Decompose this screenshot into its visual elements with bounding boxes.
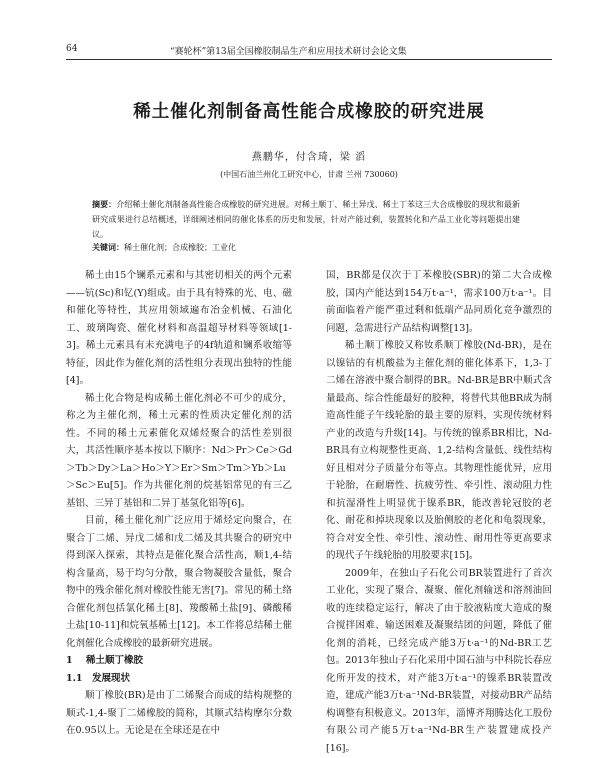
subsection-number: 1.1 xyxy=(66,672,83,684)
paper-authors: 燕鹏华，付含琦，梁 滔 xyxy=(251,152,367,163)
body-paragraph: 2009年，在独山子石化公司BR装置进行了首次工业化，实现了聚合、凝聚、催化剂输送和溶剂油回收的连续稳定运行，解决了由于胶液粘度大造成的聚合搅拌困难、输送困难及凝聚结团的问题，降低了催化剂的消耗，已经完成产能3万t·a⁻¹的Nd-BR工艺包。2013年独山子石化采用中国石油与中科院长春应化所开发的技术，对产能3万t·a⁻¹的镍系BR装置改造，建成产能3万t·a⁻¹Nd-BR装置，对接动BR产品结构调整有积极意义。2013年，淄博齐翔腾达化工股份有限公司产能5万t·a⁻¹Nd-BR生产装置建成投产[16]。 xyxy=(326,567,552,754)
paper-title: 稀土催化剂制备高性能合成橡胶的研究进展 xyxy=(133,102,485,122)
abstract-label: 摘要： xyxy=(92,199,117,209)
keywords-label: 关键词： xyxy=(92,242,124,252)
subsection-title: 发展现状 xyxy=(92,672,131,684)
body-paragraph: 稀土化合物是构成稀土催化剂必不可少的成分，称之为主催化剂，稀土元素的性质决定催化剂的活性。不同的稀土元素催化双烯烃聚合的活性差别很大，其活性顺序基本按以下顺序：Nd＞Pr＞Ce＞Gd＞Tb＞Dy＞La＞Ho＞Y＞Er＞Sm＞Tm＞Yb＞Lu＞Sc＞Eu[5]。作为共催化剂的烷基铝常见的有三乙基铝、三异丁基铝和二异丁基氢化铝等[6]。 xyxy=(66,392,292,509)
section-number: 1 xyxy=(66,655,73,666)
subsection-heading xyxy=(66,670,292,688)
abstract-text: 介绍稀土催化剂制备高性能合成橡胶的研究进展。对稀土顺丁、稀土异戊、稀土丁苯这三大合成橡胶的现状和最新研究成果进行总结概述，详细阐述相同的催化体系的历史和发展，针对产能过剩，装置转化和产品工业化等问题提出建议。 xyxy=(92,200,520,239)
left-column xyxy=(66,267,292,740)
body-paragraph: 稀土顺丁橡胶又称钕系顺丁橡胶(Nd-BR)，是在以镍钴的有机酸盐为主催化剂的催化体系下，1,3-丁二烯在溶液中聚合制得的BR。Nd-BR是BR中顺式含量最高、综合性能最好的胶种，将替代其他BR成为制造高性能子午线轮胎的最主要的原料，实现传统材料产业的改造与升级[14]。与传统的镍系BR相比，Nd-BR具有立构规整性更高、1,2-结构含量低、线性结构好且相对分子质量分布等点。其物理性能优异，应用于轮胎，在耐磨性、抗疲劳性、牵引性、滚动阻力性和抗湿滑性上明显优于镍系BR，能改善轮冠胶的老化、耐花和掉块现象以及胎侧胶的老化和龟裂现象，符合对安全性、牵引性、滚动性、耐用性等更高要求的现代子午线轮胎的用胶要求[15]。 xyxy=(326,340,552,561)
section-heading xyxy=(66,652,292,670)
keywords xyxy=(92,240,520,255)
body-paragraph: 目前，稀土催化剂广泛应用于烯烃定向聚合，在聚合丁二烯、异戊二烯和戊二烯及其共聚合的研究中得到深入探索，其特点是催化聚合活性高，顺1,4-结构含量高，易于均匀分散，聚合物凝胶含量低，聚合物中的残余催化剂对橡胶性能无害[7]。常见的稀土络合催化剂包括氯化稀土[8]、羧酸稀土盐[9]、磷酸稀土盐[10-11]和烷氧基稀土[12]。本工作将总结稀土催化剂催化合成橡胶的最新研究进展。 xyxy=(66,515,292,649)
body-paragraph: 顺丁橡胶(BR)是由丁二烯聚合而成的结构规整的顺式-1,4-聚丁二烯橡胶的简称，其顺式结构摩尔分数在0.95以上。无论是在全球还是在中 xyxy=(66,690,292,736)
abstract xyxy=(92,197,520,242)
header-rule xyxy=(66,59,552,60)
paper-affiliation: (中国石油兰州化工研究中心，甘肃 兰州 730060) xyxy=(220,170,398,179)
page-number: 64 xyxy=(66,44,78,54)
section-title: 稀土顺丁橡胶 xyxy=(86,655,144,666)
body-paragraph: 稀土由15个镧系元素和与其密切相关的两个元素——钪(Sc)和钇(Y)组成。由于具有特殊的光、电、磁和催化等特性，其应用领域遍布冶金机械、石油化工、玻璃陶瓷、催化材料和高温超导材料等领域[1-3]。稀土元素具有未充满电子的4f轨道和镧系收缩等特征，因此作为催化剂的活性组分表现出独特的性能[4]。 xyxy=(66,270,292,386)
body-paragraph: 国，BR都是仅次于丁苯橡胶(SBR)的第二大合成橡胶，国内产能达到154万t·a⁻¹，需求100万t·a⁻¹。目前面临着产能严重过剩和低端产品同质化竞争激烈的问题，急需进行产品结构调整[13]。 xyxy=(326,270,552,334)
right-column xyxy=(326,267,552,757)
keywords-text: 稀土催化剂；合成橡胶；工业化 xyxy=(124,243,236,252)
running-header: “赛轮杯”第13届全国橡胶制品生产和应用技术研讨会论文集 xyxy=(170,47,407,57)
